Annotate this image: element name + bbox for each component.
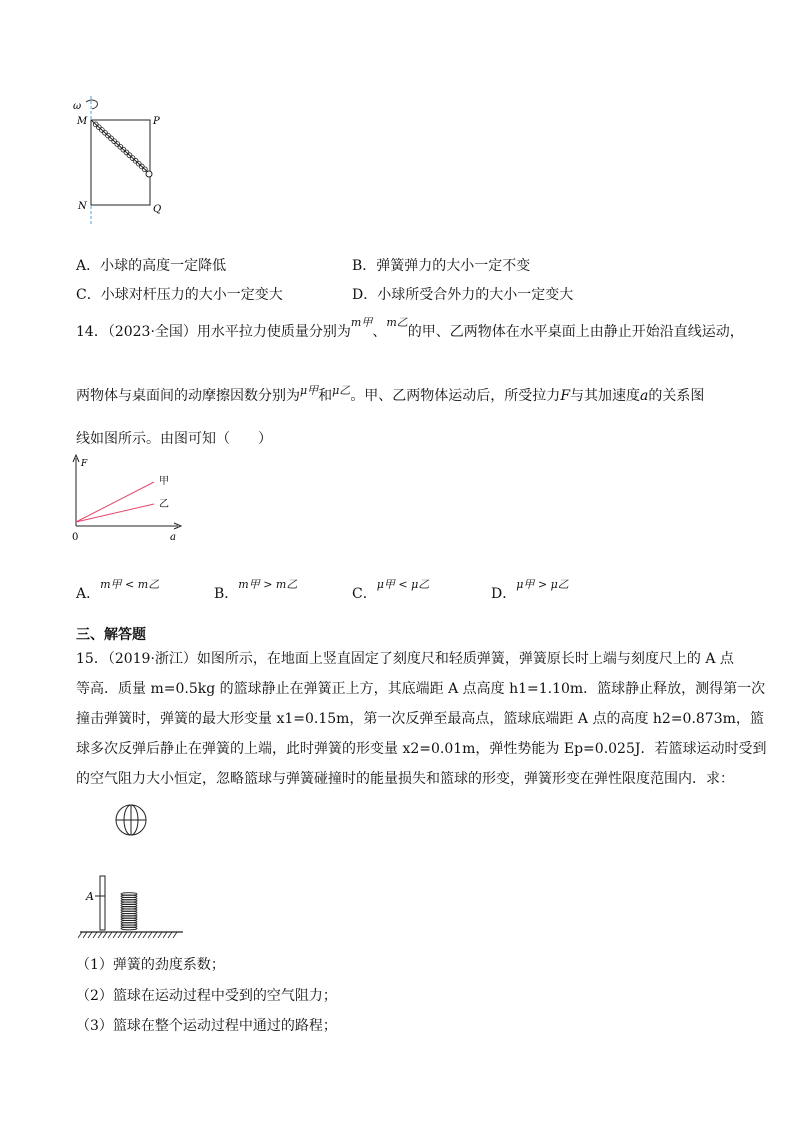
graph-line-yi-label: 乙 xyxy=(159,499,169,510)
rod-spring-figure xyxy=(70,96,180,226)
hatch-line xyxy=(78,932,82,938)
q14-line-1: 14．（2023·全国）用水平拉力使质量分别为$^{m甲}$、$^{m乙}$的甲、乙两物体在水平桌面上由静止开始沿直线运动， xyxy=(76,316,744,340)
mass-jia-symbol: m甲 xyxy=(350,316,373,329)
hatch-line xyxy=(168,932,172,938)
hatch-line xyxy=(148,932,152,938)
q15-sub-1: （1）弹簧的劲度系数； xyxy=(76,957,225,973)
hatch-line xyxy=(163,932,167,938)
hatch-line xyxy=(128,932,132,938)
graph-line-jia-label: 甲 xyxy=(159,476,169,487)
line-yi xyxy=(76,504,154,522)
spring-coil xyxy=(121,927,137,930)
hatch-line xyxy=(93,932,97,938)
basketball xyxy=(116,805,146,835)
hatch-line xyxy=(138,932,142,938)
line-jia xyxy=(76,482,154,522)
fig1-label-P: P xyxy=(153,116,160,127)
hatch-line xyxy=(113,932,117,938)
q14-option-b: B．$^{m甲 > m乙}$ xyxy=(214,578,298,602)
q14-line-3: 线如图所示。由图可知（ ） xyxy=(76,431,272,447)
basketball-spring-figure xyxy=(78,802,188,942)
q15-line-3: 撞击弹簧时，弹簧的最大形变量 x1=0.15m，第一次反弹至最高点，篮球底端距 A 点的高度 h2=0.873m，篮 xyxy=(76,711,764,727)
q15-line-2: 等高．质量 m=0.5kg 的篮球静止在弹簧正上方，其底端距 A 点高度 h1=1.10m．篮球静止释放，测得第一次 xyxy=(76,681,766,697)
graph-origin-label: 0 xyxy=(72,532,79,543)
mass-yi-symbol: m乙 xyxy=(386,316,408,329)
fig1-label-N: N xyxy=(78,201,87,212)
fig1-omega-label: ω xyxy=(73,101,82,112)
q14-option-d: D．$^{\mu 甲 > \mu 乙}$ xyxy=(491,578,569,602)
hatch-line xyxy=(118,932,122,938)
fig1-label-Q: Q xyxy=(153,204,162,215)
ruler-label-a: A xyxy=(86,890,94,903)
q14-option-a: A．$^{m甲 < m乙}$ xyxy=(76,578,160,602)
q15-line-5: 的空气阻力大小恒定，忽略篮球与弹簧碰撞时的能量损失和篮球的形变，弹簧形变在弹性限度范围内．求： xyxy=(76,771,734,787)
hatch-line xyxy=(98,932,102,938)
ball xyxy=(146,171,152,177)
q14-line-2: 两物体与桌面间的动摩擦因数分别为$^{\mu 甲}$和$^{\mu 乙}$。甲、乙两物体运动后，所受拉力F与其加速度a的关系图 xyxy=(76,384,705,404)
fig1-label-M: M xyxy=(77,116,88,127)
ruler xyxy=(100,876,105,930)
graph-y-label: F xyxy=(81,459,88,469)
q13-option-c: C．小球对杆压力的大小一定变大 xyxy=(76,287,283,303)
spring xyxy=(121,893,137,930)
q13-option-d: D．小球所受合外力的大小一定变大 xyxy=(352,287,574,303)
q14-option-c: C．$^{\mu 甲 < \mu 乙}$ xyxy=(352,578,430,602)
ground-hatching xyxy=(78,932,177,938)
hatch-line xyxy=(88,932,92,938)
hatch-line xyxy=(108,932,112,938)
q15-line-1: 15．（2019·浙江）如图所示，在地面上竖直固定了刻度尺和轻质弹簧，弹簧原长时上端与刻度尺上的 A 点 xyxy=(76,651,734,667)
rotation-arrow-icon xyxy=(86,100,97,109)
graph-x-label: a xyxy=(170,532,176,543)
q13-option-a: A．小球的高度一定降低 xyxy=(76,258,227,274)
section-title: 三、解答题 xyxy=(76,627,146,643)
force-acceleration-graph xyxy=(66,452,186,546)
hatch-line xyxy=(173,932,177,938)
hatch-line xyxy=(133,932,137,938)
hatch-line xyxy=(153,932,157,938)
mu-jia-symbol: μ甲 xyxy=(300,384,319,397)
hatch-line xyxy=(83,932,87,938)
q15-sub-2: （2）篮球在运动过程中受到的空气阻力； xyxy=(76,988,337,1004)
q15-sub-3: （3）篮球在整个运动过程中通过的路程； xyxy=(76,1018,337,1034)
hatch-line xyxy=(158,932,162,938)
hatch-line xyxy=(123,932,127,938)
q13-option-b: B．弹簧弹力的大小一定不变 xyxy=(352,258,531,274)
mu-yi-symbol: μ乙 xyxy=(332,384,351,397)
hatch-line xyxy=(143,932,147,938)
hatch-line xyxy=(103,932,107,938)
q15-line-4: 球多次反弹后静止在弹簧的上端，此时弹簧的形变量 x2=0.01m，弹性势能为 Ep=0.025J．若篮球运动时受到 xyxy=(76,741,767,757)
